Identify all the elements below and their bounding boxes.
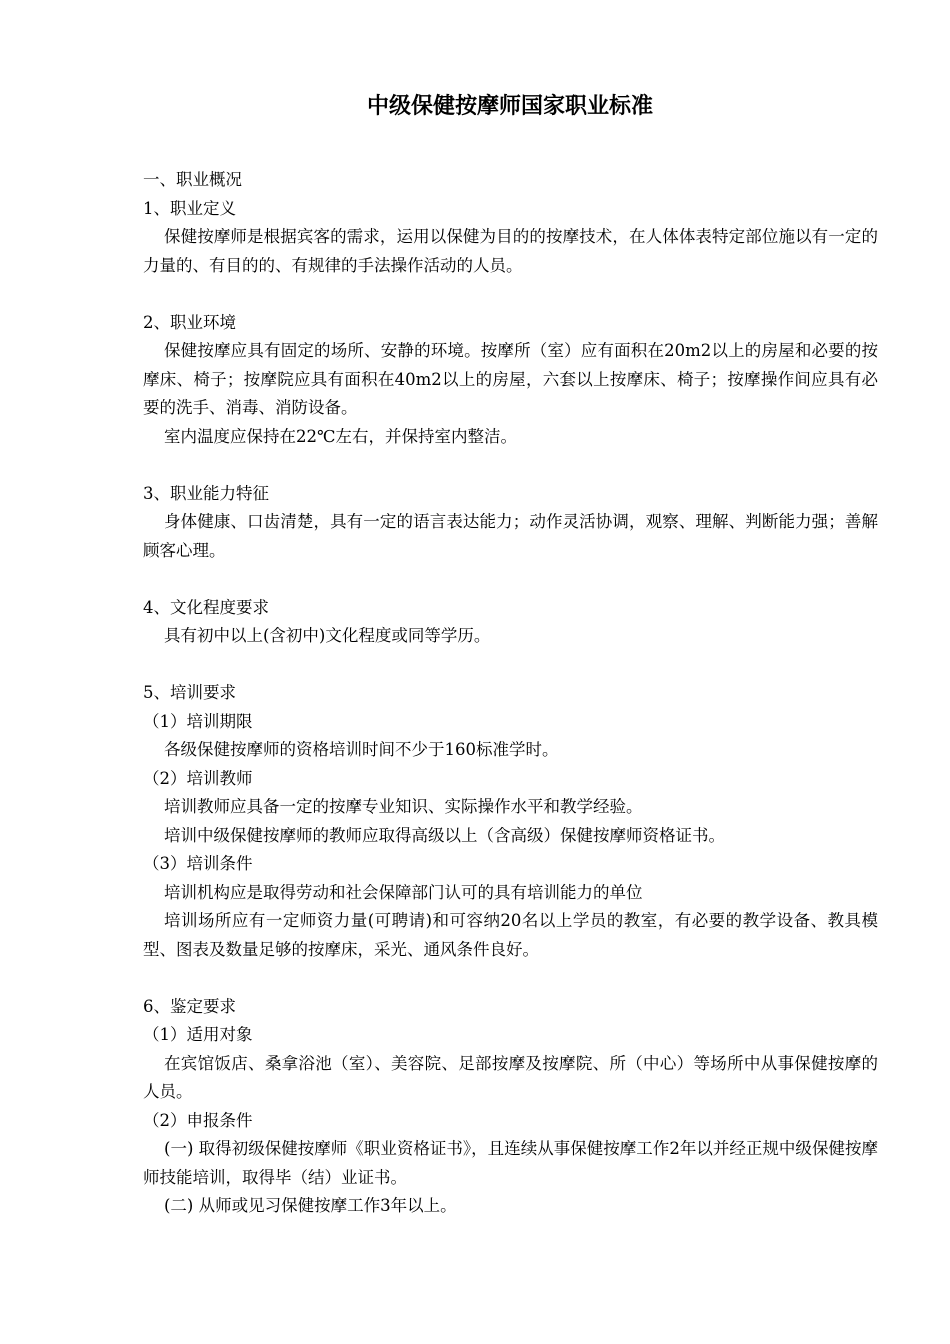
- para-training-period: 各级保健按摩师的资格培训时间不少于160标准学时。: [164, 740, 559, 759]
- spacer: [143, 651, 878, 680]
- spacer: [143, 280, 878, 309]
- subheading-training-conditions: （3）培训条件: [143, 854, 253, 873]
- heading-ability: 3、职业能力特征: [143, 483, 269, 503]
- para-training-conditions-1: 培训机构应是取得劳动和社会保障部门认可的具有培训能力的单位: [164, 882, 643, 902]
- subheading-applicable-persons: （1）适用对象: [143, 1025, 253, 1044]
- spacer: [143, 451, 878, 480]
- document-title: 中级保健按摩师国家职业标准: [366, 93, 653, 119]
- section-heading-overview: 一、职业概况: [143, 170, 242, 189]
- heading-education: 4、文化程度要求: [143, 597, 269, 617]
- spacer: [143, 565, 878, 594]
- subheading-application-conditions: （2）申报条件: [143, 1110, 253, 1130]
- heading-definition: 1、职业定义: [143, 198, 236, 218]
- heading-training: 5、培训要求: [143, 683, 236, 702]
- para-environment-2: 室内温度应保持在22℃左右，并保持室内整洁。: [164, 426, 517, 446]
- para-training-conditions-2: 培训场所应有一定师资力量(可聘请)和可容纳20名以上学员的教室，有必要的教学设备、教具模型、图表及数量足够的按摩床，采光、通风条件良好。: [143, 911, 878, 959]
- para-environment-1: 保健按摩应具有固定的场所、安静的环境。按摩所（室）应有面积在20m2以上的房屋和必要的按摩床、椅子；按摩院应具有面积在40m2以上的房屋，六套以上按摩床、椅子；按摩操作间应具有必要的洗手、消毒、消防设备。: [143, 341, 878, 417]
- heading-environment: 2、职业环境: [143, 312, 236, 332]
- para-training-teacher-1: 培训教师应具备一定的按摩专业知识、实际操作水平和教学经验。: [164, 797, 643, 816]
- subheading-training-teacher: （2）培训教师: [143, 768, 253, 788]
- item-condition-1: (一) 取得初级保健按摩师《职业资格证书》，且连续从事保健按摩工作2年以并经正规中级保健按摩师技能培训，取得毕（结）业证书。: [143, 1139, 878, 1187]
- item-condition-2: (二) 从师或见习保健按摩工作3年以上。: [164, 1196, 457, 1215]
- heading-assessment: 6、鉴定要求: [143, 996, 236, 1016]
- subheading-training-period: （1）培训期限: [143, 711, 253, 731]
- para-training-teacher-2: 培训中级保健按摩师的教师应取得高级以上（含高级）保健按摩师资格证书。: [164, 825, 725, 845]
- para-education: 具有初中以上(含初中)文化程度或同等学历。: [164, 626, 491, 645]
- document-body: [143, 166, 878, 1221]
- spacer: [143, 964, 878, 993]
- para-ability: 身体健康、口齿清楚，具有一定的语言表达能力；动作灵活协调，观察、理解、判断能力强；善解顾客心理。: [143, 512, 878, 560]
- para-applicable-persons: 在宾馆饭店、桑拿浴池（室）、美容院、足部按摩及按摩院、所（中心）等场所中从事保健按摩的人员。: [143, 1053, 878, 1101]
- para-definition: 保健按摩师是根据宾客的需求，运用以保健为目的的按摩技术，在人体体表特定部位施以有一定的力量的、有目的的、有规律的手法操作活动的人员。: [143, 227, 878, 275]
